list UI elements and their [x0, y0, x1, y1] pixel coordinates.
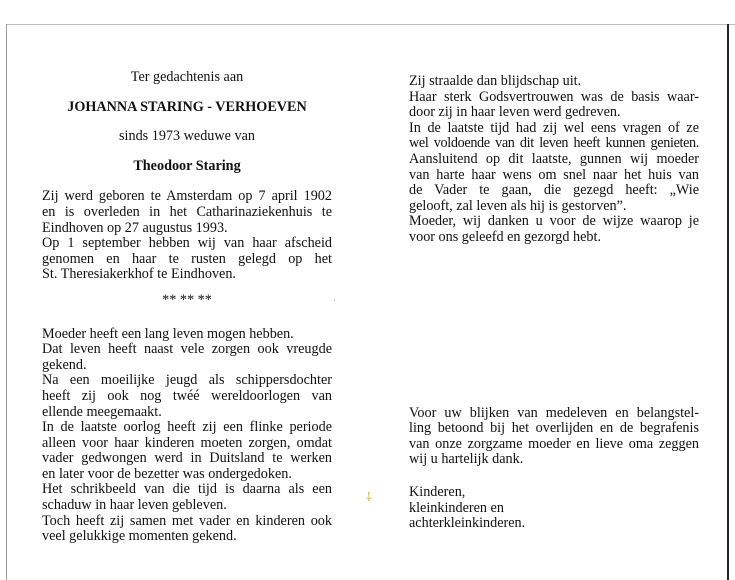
dust-speck-icon: · [333, 296, 337, 307]
text-line: Zij straalde dan blijdschap uit. [409, 73, 582, 89]
signature-block [409, 485, 699, 532]
intro-text: Ter gedachtenis aan [130, 69, 244, 85]
ink-speck-icon: ⸸ [366, 490, 372, 504]
text-line: wij u hartelijk dank. [409, 451, 524, 468]
text-line: Zij werd geboren te Amsterdam op 7 april 1902 [42, 188, 332, 205]
text-line: gelooft, zal leven als hij is gestorven”. [409, 197, 627, 214]
text-line: Aansluitend op dit laatste, gunnen wij moeder [409, 150, 699, 167]
text-line: van harte haar wens om snel naar het huis van [409, 166, 699, 183]
deceased-name: JOHANNA STARING - VERHOEVEN [67, 98, 307, 115]
text-line: alleen voor haar kinderen moeten zorgen, omdat [42, 434, 332, 451]
text-line: gekend. [42, 356, 87, 373]
left-column [42, 70, 332, 545]
text-line: Moeder, wij danken u voor de wijze waarop je [409, 213, 699, 230]
paragraph-faith [409, 74, 699, 246]
text-line: voor ons geleefd en gezorgd hebt. [409, 228, 601, 245]
page-border-right [727, 24, 729, 580]
widow-text: sinds 1973 weduwe van [119, 128, 255, 145]
separator-stars: ** ** ** [162, 291, 212, 308]
text-line: ling betoond bij het overlijden en de begrafenis [409, 420, 699, 437]
page-border-left [6, 24, 7, 580]
text-line: van onze zorgzame moeder en lieve oma zeggen [409, 435, 699, 452]
text-line: heeft zij ook nog twéé wereldoorlogen van [42, 387, 332, 404]
text-line: de Vader te gaan, die gezegd heeft: „Wie [409, 182, 699, 199]
text-line: achterkleinkinderen. [409, 515, 526, 532]
paragraph-thanks [409, 406, 699, 468]
text-line: Voor uw blijken van medeleven en belangstel- [409, 404, 699, 421]
right-column [409, 74, 699, 532]
text-line: Haar sterk Godsvertrouwen was de basis waar- [409, 88, 699, 105]
text-line: ellende meegemaakt. [42, 403, 162, 420]
text-line: Na een moeilijke jeugd als schippersdochter [42, 372, 332, 389]
text-line: In de laatste oorlog heeft zij een flinke periode [42, 419, 332, 436]
text-line: Op 1 september hebben wij van haar afscheid [42, 235, 332, 252]
text-line: genomen en haar te rusten gelegd op het [42, 250, 332, 267]
text-line: veel gelukkige momenten gekend. [42, 528, 237, 545]
text-line: In de laatste tijd had zij wel eens vragen of ze [409, 119, 699, 136]
text-line: schaduw in haar leven gebleven. [42, 497, 227, 514]
text-line: kleinkinderen en [409, 499, 504, 516]
text-line: Dat leven heeft naast vele zorgen ook vreugde [42, 341, 332, 358]
text-line: Toch heeft zij samen met vader en kinderen ook [42, 512, 332, 529]
text-line: wel voldoende van dit leven heeft kunnen genieten. [409, 135, 699, 152]
text-line: Moeder heeft een lang leven mogen hebben. [42, 325, 294, 342]
text-line: Eindhoven op 27 augustus 1993. [42, 219, 228, 236]
text-line: Kinderen, [409, 483, 466, 500]
text-line: en is overleden in het Catharinaziekenhuis te [42, 203, 332, 220]
paragraph-life [42, 327, 332, 545]
page-border-top [6, 24, 735, 25]
text-line: door zij in haar leven werd gedreven. [409, 104, 621, 121]
husband-name: Theodoor Staring [133, 157, 241, 174]
text-line: St. Theresiakerkhof te Eindhoven. [42, 266, 236, 283]
text-line: vader gedwongen werd in Duitsland te werken [42, 450, 332, 467]
paragraph-birth-death [42, 189, 332, 283]
text-line: en later voor de bezetter was ondergedoken. [42, 465, 292, 482]
text-line: Het schrikbeeld van die tijd is daarna als een [42, 481, 332, 498]
